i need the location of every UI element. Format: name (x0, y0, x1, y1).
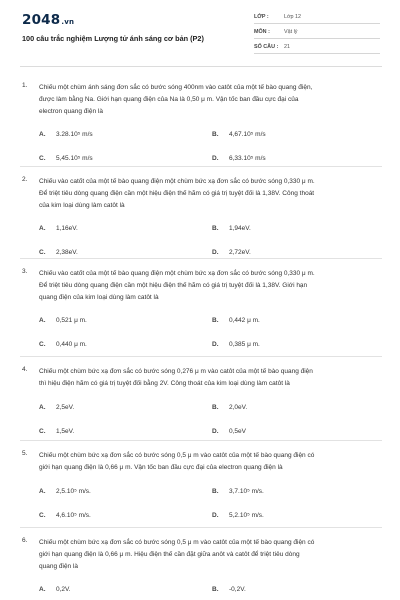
option-text: 1,94eV. (229, 225, 251, 233)
option-text: 1,5eV. (56, 427, 75, 435)
question-line: giới hạn quang điện là 0,66 μ m. Vận tốc ban đầu cực đại của electron quang điện là (39, 463, 283, 471)
option-text: 4,6.10⁵ m/s. (56, 511, 91, 519)
header-divider (20, 66, 382, 67)
question-line: quang điện là (39, 562, 79, 570)
question-number: 1. (22, 82, 28, 89)
option-text: 2,5.10⁵ m/s. (56, 487, 91, 495)
option-letter: B. (212, 586, 219, 594)
option-text: 0,442 μ m. (229, 317, 260, 325)
question-text (39, 268, 376, 303)
page-header (0, 0, 400, 66)
question-line: giới hạn quang điện là 0,66 μ m. Hiệu điện thế cần đặt giữa anôt và catôt để triệt tiêu dòng (39, 550, 300, 558)
question-line: thì hiệu điện hãm có giá trị tuyệt đối bằng 2V. Công thoát của kim loại dùng làm catôt là (39, 379, 290, 387)
option-text: 0,2V. (56, 586, 71, 594)
question-line: Chiếu vào catốt của một tế bào quang điện một chùm bức xạ đơn sắc có bước sóng 0,330 μ m. (39, 270, 315, 277)
question-line: Chiếu một chùm ánh sáng đơn sắc có bước sóng 400nm vào catôt của một tế bào quang điện, (39, 84, 313, 91)
question-line: Để triệt tiêu dòng quang điện cần một hiệu điện thế hãm có giá trị tuyệt đối là 1,38V. Giới hạn (39, 281, 308, 289)
option-letter: A. (39, 131, 46, 139)
option-text: 0,385 μ m. (229, 341, 260, 349)
question-line: được làm bằng Na. Giới hạn quang điện của Na là 0,50 μ m. Vận tốc ban đầu cực đại của (39, 95, 299, 103)
option-letter: B. (212, 403, 219, 411)
meta-value: Lớp 12 (284, 14, 302, 20)
question-divider (20, 166, 382, 167)
question-line: quang điện của kim loại dùng làm catôt là (39, 293, 159, 301)
option-letter: D. (212, 427, 219, 435)
question-number: 6. (22, 537, 28, 544)
question-line: Chiếu một chùm bức xạ đơn sắc có bước sóng 0,276 μ m vào catôt của một tế bào quang điện (39, 368, 313, 375)
option-letter: A. (39, 487, 46, 495)
question-text (39, 176, 376, 211)
option-letter: B. (212, 487, 219, 495)
question-line: Chiếu một chùm bức xạ đơn sắc có bước sóng 0,5 μ m vào catôt của một tế bào quang điện có (39, 452, 315, 459)
logo-suffix: .vn (61, 18, 75, 26)
option-text: 4,67.10⁵ m/s (229, 131, 266, 139)
question-number: 3. (22, 268, 28, 275)
option-letter: D. (212, 155, 219, 163)
question-line: Chiếu vào catốt của một tế bào quang điện một chùm bức xạ đơn sắc có bước sóng 0,330 μ m. (39, 178, 315, 185)
question-divider (20, 258, 382, 259)
meta-value: 21 (284, 44, 290, 50)
option-text: 6,33.10⁵ m/s (229, 155, 266, 163)
option-letter: A. (39, 403, 46, 411)
question-number: 2. (22, 176, 28, 183)
question-text (39, 450, 376, 474)
meta-row-count (254, 41, 380, 54)
meta-value: Vật lý (284, 29, 298, 35)
question-text (39, 82, 376, 117)
meta-key: SỐ CÂU : (254, 44, 279, 50)
option-text: 0,521 μ m. (56, 317, 87, 325)
question-text (39, 537, 376, 572)
question-line: electron quang điện là (39, 107, 103, 115)
option-letter: A. (39, 225, 46, 233)
question-number: 4. (22, 366, 28, 373)
meta-row-class (254, 11, 380, 24)
option-letter: A. (39, 586, 46, 594)
option-letter: B. (212, 317, 219, 325)
logo-text: 2048 (22, 12, 61, 28)
option-text: -0,2V. (229, 586, 246, 594)
option-letter: B. (212, 225, 219, 233)
option-text: 5,45.10⁵ m/s (56, 155, 93, 163)
meta-row-subject (254, 26, 380, 39)
option-text: 2,0eV. (229, 403, 248, 411)
site-logo[interactable] (22, 12, 74, 28)
option-text: 3,7.10⁵ m/s. (229, 487, 264, 495)
option-text: 0,5eV (229, 427, 246, 435)
meta-key: MÔN : (254, 29, 270, 35)
option-letter: B. (212, 131, 219, 139)
option-letter: C. (39, 427, 46, 435)
option-letter: C. (39, 511, 46, 519)
option-text: 0,440 μ m. (56, 341, 87, 349)
question-line: của kim loại dùng làm catôt là (39, 201, 125, 209)
option-text: 2,72eV. (229, 249, 251, 257)
question-text (39, 366, 376, 390)
question-line: Để triệt tiêu dòng quang điện cần một hiệu điện thế hãm có giá trị tuyệt đối là 1,38V. Công thoát (39, 189, 315, 197)
option-letter: C. (39, 249, 46, 257)
question-number: 5. (22, 450, 28, 457)
meta-key: LỚP : (254, 14, 269, 20)
option-text: 2,5eV. (56, 403, 75, 411)
option-letter: C. (39, 341, 46, 349)
option-letter: C. (39, 155, 46, 163)
option-letter: D. (212, 249, 219, 257)
question-line: Chiếu một chùm bức xạ đơn sắc có bước sóng 0,5 μ m vào catôt của một tế bào quang điện có (39, 539, 315, 546)
document-title: 100 câu trắc nghiệm Lượng tử ánh sáng cơ bản (P2) (22, 34, 204, 43)
question-divider (20, 440, 382, 441)
option-letter: D. (212, 341, 219, 349)
option-letter: A. (39, 317, 46, 325)
question-divider (20, 527, 382, 528)
option-text: 1,16eV. (56, 225, 78, 233)
option-text: 5,2.10⁵ m/s. (229, 511, 264, 519)
option-text: 2,38eV. (56, 249, 78, 257)
question-divider (20, 356, 382, 357)
option-letter: D. (212, 511, 219, 519)
option-text: 3.28.10⁵ m/s (56, 131, 93, 139)
